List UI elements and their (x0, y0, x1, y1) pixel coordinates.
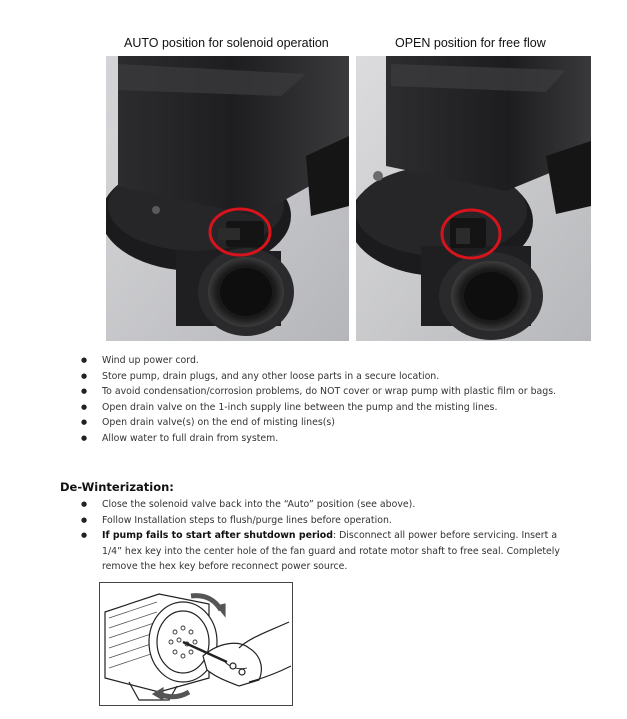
list-item: ● Store pump, drain plugs, and any other loose parts in a secure location. (81, 369, 561, 385)
list-item: ● Allow water to full drain from system. (81, 431, 561, 447)
auto-position-photo (106, 56, 349, 341)
list-item: ● Wind up power cord. (81, 353, 561, 369)
list-item-pump-fails (81, 528, 561, 575)
list-item: ● Open drain valve on the 1-inch supply line between the pump and the misting lines. (81, 400, 561, 416)
pump-fails-lead: If pump fails to start after shutdown period (102, 530, 333, 542)
list-item: ● Close the solenoid valve back into the “Auto” position (see above). (81, 497, 561, 513)
caption-auto: AUTO position for solenoid operation (124, 36, 329, 50)
hex-key-motor-shaft-illustration (99, 582, 293, 706)
caption-open: OPEN position for free flow (395, 36, 546, 50)
list-item: ● To avoid condensation/corrosion problems, do NOT cover or wrap pump with plastic film or bags. (81, 384, 561, 400)
dewinterization-heading: De-Winterization: (60, 480, 174, 494)
list-item: ● Follow Installation steps to flush/purge lines before operation. (81, 513, 561, 529)
pump-fails-text: : Disconnect all power before servicing. Insert a 1/4” hex key into the center hole of the fan guard and rotate motor shaft to free seal. Completely remove the hex key before reconnect power source. (102, 530, 560, 573)
open-position-photo (356, 56, 591, 341)
winterization-list (81, 353, 561, 447)
list-item: ● Open drain valve(s) on the end of misting lines(s) (81, 415, 561, 431)
dewinterization-list (81, 497, 561, 575)
